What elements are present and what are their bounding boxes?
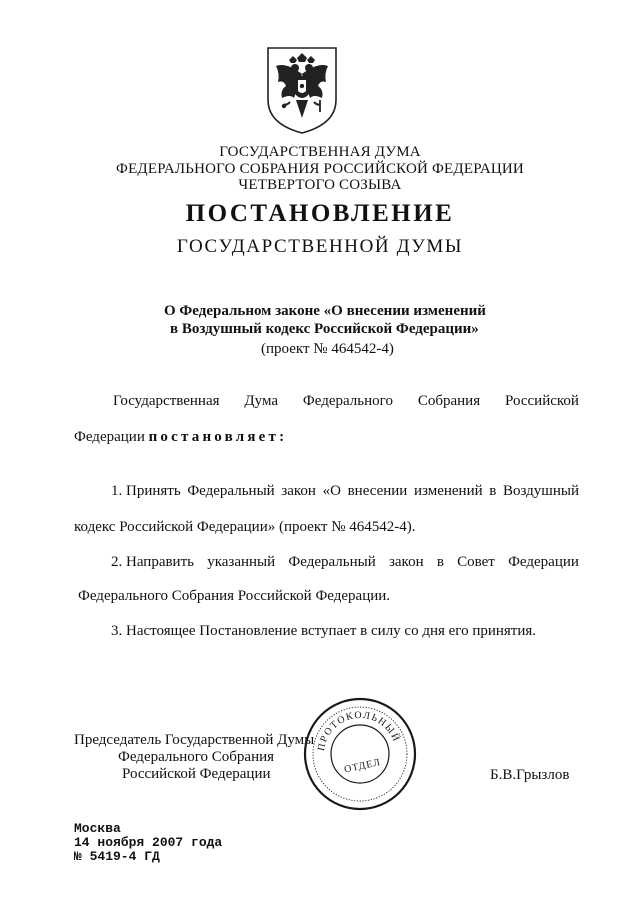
- signatory-position-line-2: Федерального Собрания: [118, 749, 275, 765]
- signatory-position-line-1: Председатель Государственной Думы: [74, 732, 315, 748]
- item-1-line-2: кодекс Российской Федерации» (проект № 464542-4).: [74, 519, 416, 535]
- round-seal-stamp: [302, 696, 418, 812]
- preamble-text: Федерации: [74, 429, 145, 445]
- subject-line-1: О Федеральном законе «О внесении изменений: [164, 303, 486, 319]
- preamble-word: Государственная: [113, 393, 220, 409]
- issuer-line-1: ГОСУДАРСТВЕННАЯ ДУМА: [219, 144, 421, 160]
- item-1-word: 1. Принять: [111, 483, 181, 499]
- item-2-word: 2. Направить: [111, 554, 194, 570]
- issuer-line-2: ФЕДЕРАЛЬНОГО СОБРАНИЯ РОССИЙСКОЙ ФЕДЕРАЦИИ: [116, 161, 524, 177]
- item-2-word: закон: [388, 554, 424, 570]
- signatory-name: Б.В.Грызлов: [490, 767, 570, 783]
- item-2-line-2: Федерального Собрания Российской Федерации.: [78, 588, 391, 604]
- issuer-line-3: ЧЕТВЕРТОГО СОЗЫВА: [238, 177, 402, 193]
- signatory-position-line-3: Российской Федерации: [122, 766, 271, 782]
- document-subtitle: ГОСУДАРСТВЕННОЙ ДУМЫ: [176, 236, 464, 257]
- item-1-word: Воздушный: [503, 483, 579, 499]
- footer-date: 14 ноября 2007 года: [74, 835, 223, 850]
- item-1-word: в: [489, 483, 497, 499]
- item-2-word: указанный: [207, 554, 276, 570]
- stamp-center-text: ОТДЕЛ: [343, 756, 382, 776]
- item-2-word: Федерации: [508, 554, 579, 570]
- item-1-word: изменений: [413, 483, 483, 499]
- item-2-word: в: [436, 554, 444, 570]
- document-title: ПОСТАНОВЛЕНИЕ: [185, 200, 455, 227]
- item-1-word: Федеральный: [187, 483, 275, 499]
- item-1-word: внесении: [347, 483, 408, 499]
- preamble-word: Дума: [244, 393, 279, 409]
- resolves-word: постановляет:: [148, 429, 288, 445]
- item-2-word: Совет: [457, 554, 495, 570]
- subject-line-2: в Воздушный кодекс Российской Федерации»: [170, 321, 479, 337]
- preamble-word: Федерального: [302, 393, 393, 409]
- preamble-line-2: [74, 428, 287, 446]
- coat-of-arms-emblem: [264, 44, 340, 136]
- footer-number: № 5419-4 ГД: [74, 849, 160, 864]
- footer-city: Москва: [74, 821, 121, 836]
- item-1-word: «О: [322, 483, 341, 499]
- stamp-ring-text: ПРОТОКОЛЬНЫЙ: [316, 709, 402, 752]
- item-3: 3. Настоящее Постановление вступает в силу со дня его принятия.: [111, 623, 537, 639]
- item-1-word: закон: [281, 483, 316, 499]
- preamble-word: Собрания: [417, 393, 481, 409]
- preamble-word: Российской: [505, 393, 579, 409]
- item-2-line-1: [111, 553, 579, 571]
- preamble-line-1: [113, 392, 579, 410]
- subject-bill-number: (проект № 464542-4): [261, 341, 394, 357]
- item-1-line-1: [111, 482, 579, 500]
- item-2-word: Федеральный: [288, 554, 376, 570]
